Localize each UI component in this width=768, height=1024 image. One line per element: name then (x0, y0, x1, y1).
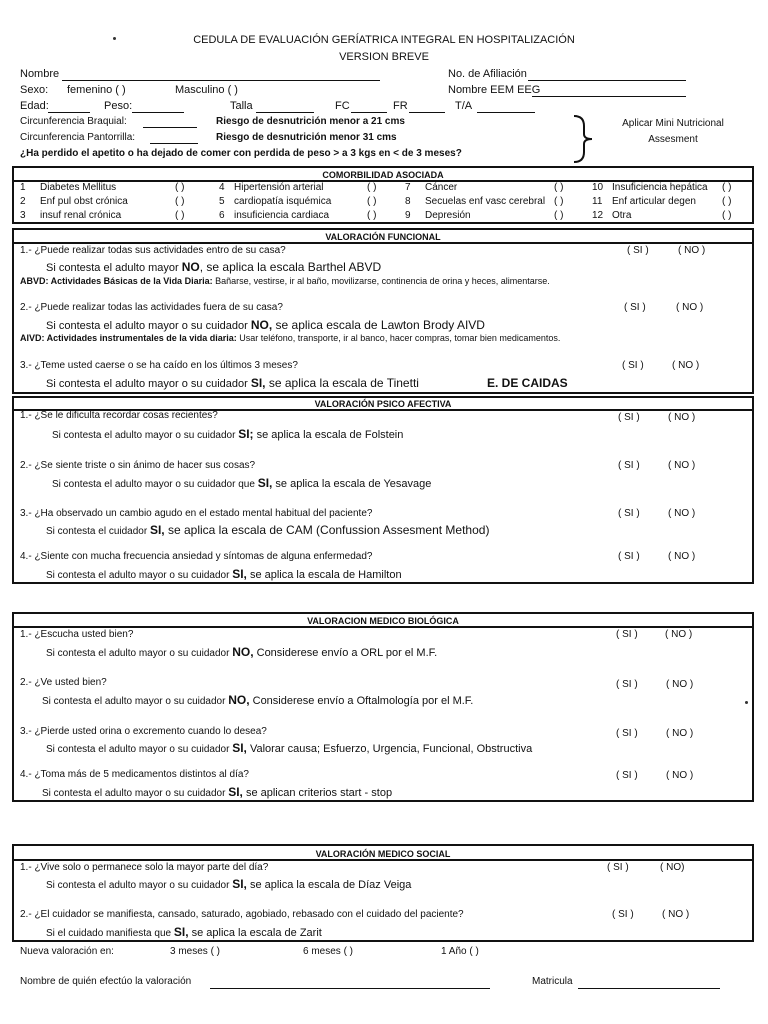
comorb-num: 7 (405, 182, 411, 193)
form-title: CEDULA DE EVALUACIÓN GERÍATRICA INTEGRAL EN HOSPITALIZACIÓN (193, 34, 575, 46)
matricula-field[interactable] (578, 988, 720, 989)
afiliacion-label: No. de Afiliación (448, 68, 527, 80)
tres-meses-option[interactable]: 3 meses ( ) (170, 946, 221, 957)
comorb-num: 12 (592, 210, 604, 221)
no-option[interactable]: ( NO ) (672, 360, 700, 371)
comorb-checkbox[interactable]: ( ) (554, 210, 564, 221)
psico-instruction-3: Si contesta el cuidador SI, se aplica la escala de CAM (Confussion Assesment Method) (46, 523, 490, 537)
no-option[interactable]: ( NO ) (668, 460, 696, 471)
biologica-instruction-1: Si contesta el adulto mayor o su cuidador NO, Considerese envío a ORL por el M.F. (46, 645, 438, 659)
comorb-checkbox[interactable]: ( ) (175, 196, 185, 207)
comorb-label: Hipertensión arterial (234, 182, 324, 193)
comorb-label: Enf pul obst crónica (40, 196, 128, 207)
masculino-option[interactable]: Masculino ( ) (175, 84, 238, 96)
comorb-checkbox[interactable]: ( ) (722, 210, 732, 221)
divider (12, 859, 754, 861)
no-option[interactable]: ( NO ) (678, 245, 706, 256)
circ-braquial-field[interactable] (143, 127, 197, 128)
si-option[interactable]: ( SI ) (612, 909, 634, 920)
no-option[interactable]: ( NO) (660, 862, 685, 873)
funcional-title: VALORACIÓN FUNCIONAL (325, 232, 441, 242)
funcional-question-1: 1.- ¿Puede realizar todas sus actividades entro de su casa? (20, 245, 286, 256)
psico-question-4: 4.- ¿Siente con mucha frecuencia ansiedad y síntomas de alguna enfermedad? (20, 551, 373, 562)
no-option[interactable]: ( NO ) (662, 909, 690, 920)
matricula-label: Matricula (532, 976, 573, 987)
si-option[interactable]: ( SI ) (618, 508, 640, 519)
comorb-num: 4 (219, 182, 225, 193)
caidas-label: E. DE CAIDAS (487, 376, 568, 390)
no-option[interactable]: ( NO ) (668, 551, 696, 562)
psico-instruction-1: Si contesta el adulto mayor o su cuidador SI; se aplica la escala de Folstein (52, 427, 404, 441)
funcional-question-3: 3.- ¿Teme usted caerse o se ha caído en los últimos 3 meses? (20, 360, 298, 371)
nombre-valorador-label: Nombre de quién efectúo la valoración (20, 976, 192, 987)
social-title: VALORACIÓN MEDICO SOCIAL (315, 849, 451, 859)
biologica-instruction-3: Si contesta el adulto mayor o su cuidador SI, Valorar causa; Esfuerzo, Urgencia, Funcional, Obstructiva (46, 741, 533, 755)
psico-question-3: 3.- ¿Ha observado un cambio agudo en el estado mental habitual del paciente? (20, 508, 373, 519)
nombre-valorador-field[interactable] (210, 988, 490, 989)
brace-icon (570, 114, 598, 164)
biologica-question-1: 1.- ¿Escucha usted bien? (20, 629, 134, 640)
fr-field[interactable] (409, 112, 445, 113)
comorb-num: 5 (219, 196, 225, 207)
circ-braquial-label: Circunferencia Braquial: (20, 116, 127, 127)
fr-label: FR (393, 100, 408, 112)
circ-pantorrilla-field[interactable] (150, 143, 198, 144)
biologica-instruction-4: Si contesta el adulto mayor o su cuidador SI, se aplican criterios start - stop (42, 785, 393, 799)
comorb-checkbox[interactable]: ( ) (722, 196, 732, 207)
si-option[interactable]: ( SI ) (618, 412, 640, 423)
no-option[interactable]: ( NO ) (666, 770, 694, 781)
form-subtitle: VERSION BREVE (339, 51, 429, 63)
ta-field[interactable] (477, 112, 535, 113)
comorb-checkbox[interactable]: ( ) (554, 182, 564, 193)
mini-nutri-line1: Aplicar Mini Nutricional (622, 118, 724, 129)
si-option[interactable]: ( SI ) (627, 245, 649, 256)
psico-question-1: 1.- ¿Se le dificulta recordar cosas recientes? (20, 410, 218, 421)
abvd-note: ABVD: Actividades Básicas de la Vida Diaria: Bañarse, vestirse, ir al baño, movilizarse, continencia de orina y heces, alimentarse. (20, 276, 550, 286)
comorb-label: Diabetes Mellitus (40, 182, 117, 193)
si-option[interactable]: ( SI ) (616, 728, 638, 739)
afiliacion-field[interactable] (528, 80, 686, 81)
comorb-num: 2 (20, 196, 26, 207)
comorb-num: 8 (405, 196, 411, 207)
circ-pantorrilla-label: Circunferencia Pantorrilla: (20, 132, 136, 143)
psico-title: VALORACIÓN PSICO AFECTIVA (314, 399, 452, 409)
social-question-1: 1.- ¿Vive solo o permanece solo la mayor parte del día? (20, 862, 269, 873)
comorb-num: 3 (20, 210, 26, 221)
comorb-label: insuficiencia cardiaca (234, 210, 330, 221)
social-instruction-1: Si contesta el adulto mayor o su cuidador SI, se aplica la escala de Díaz Veiga (46, 877, 412, 891)
riesgo-pantorrilla: Riesgo de desnutrición menor 31 cms (216, 132, 397, 143)
funcional-instruction-2: Si contesta el adulto mayor o su cuidador NO, se aplica escala de Lawton Brody AIVD (46, 318, 485, 332)
si-option[interactable]: ( SI ) (616, 629, 638, 640)
no-option[interactable]: ( NO ) (668, 508, 696, 519)
si-option[interactable]: ( SI ) (624, 302, 646, 313)
no-option[interactable]: ( NO ) (665, 629, 693, 640)
psico-instruction-4: Si contesta el adulto mayor o su cuidador SI, se aplica la escala de Hamilton (46, 567, 402, 581)
comorb-label: insuf renal crónica (40, 210, 122, 221)
biologica-title: VALORACION MEDICO BIOLÓGICA (307, 616, 459, 626)
nombre-field[interactable] (62, 80, 380, 81)
nombre-eem-field[interactable] (532, 96, 686, 97)
divider (12, 626, 754, 628)
comorb-label: Depresión (425, 210, 471, 221)
si-option[interactable]: ( SI ) (618, 551, 640, 562)
nombre-label: Nombre (20, 68, 60, 80)
social-question-2: 2.- ¿El cuidador se manifiesta, cansado, saturado, agobiado, rebasado con el cuidado del paciente? (20, 909, 464, 920)
comorb-num: 6 (219, 210, 225, 221)
ta-label: T/A (455, 100, 473, 112)
comorb-num: 9 (405, 210, 411, 221)
si-option[interactable]: ( SI ) (622, 360, 644, 371)
biologica-question-4: 4.- ¿Toma más de 5 medicamentos distintos al día? (20, 769, 249, 780)
comorb-checkbox[interactable]: ( ) (367, 182, 377, 193)
funcional-instruction-1: Si contesta el adulto mayor NO, se aplica la escala Barthel ABVD (46, 260, 382, 274)
si-option[interactable]: ( SI ) (607, 862, 629, 873)
divider (12, 242, 754, 244)
no-option[interactable]: ( NO ) (666, 728, 694, 739)
biologica-question-3: 3.- ¿Pierde usted orina o excremento cuando lo desea? (20, 726, 267, 737)
comorb-label: Otra (612, 210, 632, 221)
comorb-checkbox[interactable]: ( ) (367, 210, 377, 221)
apetito-question: ¿Ha perdido el apetito o ha dejado de comer con perdida de peso > a 3 kgs en < de 3 meses? (20, 148, 462, 159)
biologica-question-2: 2.- ¿Ve usted bien? (20, 677, 107, 688)
si-option[interactable]: ( SI ) (616, 679, 638, 690)
peso-field[interactable] (132, 112, 184, 113)
edad-label: Edad: (20, 100, 49, 112)
psico-question-2: 2.- ¿Se siente triste o sin ánimo de hacer sus cosas? (20, 460, 256, 471)
social-instruction-2: Si el cuidado manifiesta que SI, se aplica la escala de Zarit (46, 925, 322, 939)
sexo-label: Sexo: (20, 84, 49, 96)
comorb-label: Cáncer (425, 182, 458, 193)
biologica-instruction-2: Si contesta el adulto mayor o su cuidador NO, Considerese envío a Oftalmología por el M.F. (42, 693, 474, 707)
funcional-question-2: 2.- ¿Puede realizar todas las actividades fuera de su casa? (20, 302, 283, 313)
comorb-checkbox[interactable]: ( ) (175, 182, 185, 193)
comorb-num: 1 (20, 182, 26, 193)
riesgo-braquial: Riesgo de desnutrición menor a 21 cms (216, 116, 405, 127)
comorb-num: 11 (592, 196, 603, 207)
femenino-option[interactable]: femenino ( ) (67, 84, 126, 96)
aivd-note: AIVD: Actividades instrumentales de la vida diaria: Usar teléfono, transporte, ir al banco, hacer compras, tomar bien medicamentos. (20, 333, 561, 343)
un-anio-option[interactable]: 1 Año ( ) (441, 946, 479, 957)
si-option[interactable]: ( SI ) (616, 770, 638, 781)
comorbilidad-title: COMORBILIDAD ASOCIADA (322, 170, 444, 180)
no-option[interactable]: ( NO ) (676, 302, 704, 313)
comorb-checkbox[interactable]: ( ) (722, 182, 732, 193)
comorb-checkbox[interactable]: ( ) (554, 196, 564, 207)
no-option[interactable]: ( NO ) (668, 412, 696, 423)
comorb-label: Secuelas enf vasc cerebral (425, 196, 546, 207)
nombre-eem-label: Nombre EEM EEG (448, 84, 541, 96)
scan-speck (113, 37, 116, 40)
comorb-num: 10 (592, 182, 604, 193)
mini-nutri-line2: Assesment (648, 134, 698, 145)
talla-label: Talla (230, 100, 253, 112)
comorb-label: Insuficiencia hepática (612, 182, 708, 193)
seis-meses-option[interactable]: 6 meses ( ) (303, 946, 354, 957)
nueva-valoracion-label: Nueva valoración en: (20, 946, 114, 957)
comorb-label: cardiopatía isquémica (234, 196, 332, 207)
psico-instruction-2: Si contesta el adulto mayor o su cuidador que SI, se aplica la escala de Yesavage (52, 476, 432, 490)
comorb-label: Enf articular degen (612, 196, 696, 207)
comorb-checkbox[interactable]: ( ) (175, 210, 185, 221)
funcional-instruction-3: Si contesta el adulto mayor o su cuidador SI, se aplica la escala de Tinetti (46, 376, 419, 390)
talla-field[interactable] (256, 112, 314, 113)
comorb-checkbox[interactable]: ( ) (367, 196, 377, 207)
fc-field[interactable] (351, 112, 387, 113)
edad-field[interactable] (48, 112, 90, 113)
no-option[interactable]: ( NO ) (666, 679, 694, 690)
fc-label: FC (335, 100, 350, 112)
si-option[interactable]: ( SI ) (618, 460, 640, 471)
peso-label: Peso: (104, 100, 133, 112)
